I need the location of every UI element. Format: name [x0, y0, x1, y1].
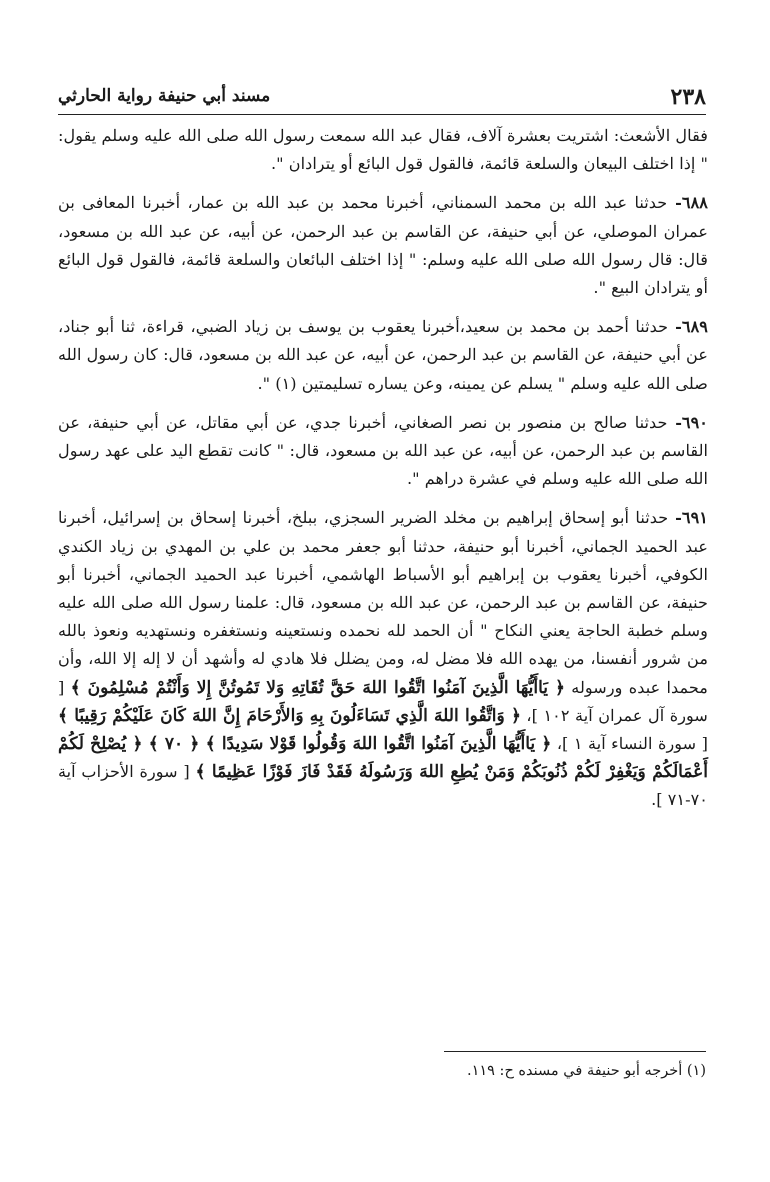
paragraph-text: حدثنا صالح بن منصور بن نصر الصغاني، أخبرنا جدي، عن أبي مقاتل، عن أبي حنيفة، عن القاسم بن عبد الرحمن، عن أبيه، عن عبد الله بن مسعود، قال: " كانت تقطع اليد على عهد رسول الله صلى الله عليه وسلم في عشرة دراهم ".	[58, 412, 708, 489]
quran-verse-2: ﴿ وَاتَّقُوا اللهَ الَّذِي تَسَاءَلُونَ بِهِ وَالأَرْحَامَ إِنَّ اللهَ كَانَ عَلَيْكُمْ رَقِيبًا ﴾	[58, 705, 521, 726]
paragraph-text: حدثنا أبو إسحاق إبراهيم بن مخلد الضرير السجزي، ببلخ، أخبرنا إسحاق بن إسرائيل، أخبرنا عبد الحميد الجماني، أخبرنا أبو حنيفة، حدثنا أبو جعفر محمد بن علي بن المهدي بن زياد الكندي الكوفي، أخبرنا يعقوب بن إبراهيم أبو الأسباط الهاشمي، أخبرنا عبد الحميد الجماني، أخبرنا أبو حنيفة، عن القاسم بن عبد الرحمن، عن عبد الله بن مسعود، قال: علمنا رسول الله صلى الله عليه وسلم خطبة الحاجة يعني النكاح " أن الحمد لله نحمده ونستعينه ونستغفره ونستهديه ونعوذ بالله من شرور أنفسنا، من يهده الله فلا مضل له، ومن يضلل فلا هادي له وأشهد أن لا إله إلا الله، وأن محمدا عبده ورسوله	[58, 508, 708, 697]
hadith-690: ٦٩٠- حدثنا صالح بن منصور بن نصر الصغاني، أخبرنا جدي، عن أبي مقاتل، عن أبي حنيفة، عن القاسم بن عبد الرحمن، عن أبيه، عن عبد الله بن مسعود، قال: " كانت تقطع اليد على عهد رسول الله صلى الله عليه وسلم في عشرة دراهم ".	[58, 412, 709, 489]
verse-reference-2: [ سورة النساء آية ١ ]،	[556, 734, 708, 754]
quran-verse-1: ﴿ يَاأَيُّهَا الَّذِينَ آمَنُوا اتَّقُوا اللهَ حَقَّ تُقَاتِهِ وَلا تَمُوتُنَّ إِلا وَأَنْتُمْ مُسْلِمُونَ ﴾	[70, 677, 566, 698]
paragraph-text: حدثنا أحمد بن محمد بن سعيد،أخبرنا يعقوب بن يوسف بن زياد الضبي، قراءة، ثنا أبو جناد، عن أبي حنيفة، عن القاسم بن عبد الرحمن، عن أبيه، عن عبد الله بن مسعود، قال: كان رسول الله صلى الله عليه وسلم " يسلم عن يمينه، وعن يساره تسليمتين (١) ".	[58, 317, 708, 393]
main-text	[58, 122, 708, 826]
footnote-divider	[444, 1051, 706, 1052]
paragraph-text: حدثنا عبد الله بن محمد السمناني، أخبرنا محمد بن عبد الله بن عمار، أخبرنا المعافى بن عمران الموصلي، عن أبي حنيفة، عن القاسم بن عبد الرحمن، عن أبيه، عن عبد الله بن مسعود، قال: قال رسول الله صلى الله عليه وسلم: " إذا اختلف البائعان والسلعة قائمة، فالقول قول البائع أو يترادان البيع ".	[58, 193, 708, 298]
hadith-688: ٦٨٨- حدثنا عبد الله بن محمد السمناني، أخبرنا محمد بن عبد الله بن عمار، أخبرنا المعافى بن عمران الموصلي، عن أبي حنيفة، عن القاسم بن عبد الرحمن، عن أبيه، عن عبد الله بن مسعود، قال: قال رسول الله صلى الله عليه وسلم: " إذا اختلف البائعان والسلعة قائمة، فالقول قول البائع أو يترادان البيع ".	[58, 193, 708, 298]
hadith-number: ٦٨٩	[681, 317, 708, 337]
hadith-689: ٦٨٩- حدثنا أحمد بن محمد بن سعيد،أخبرنا يعقوب بن يوسف بن زياد الضبي، قراءة، ثنا أبو جناد، عن أبي حنيفة، عن القاسم بن عبد الرحمن، عن أبيه، عن عبد الله بن مسعود، قال: كان رسول الله صلى الله عليه وسلم " يسلم عن يمينه، وعن يساره تسليمتين (١) ".	[58, 317, 708, 393]
hadith-number: ٦٩٠	[681, 412, 709, 432]
running-title: مسند أبي حنيفة رواية الحارثي	[58, 86, 271, 106]
quran-verse-3: ﴿ يَاأَيُّهَا الَّذِينَ آمَنُوا اتَّقُوا اللهَ وَقُولُوا قَوْلا سَدِيدًا ﴾ ﴿ ٧٠ ﴾ ﴿ يُصْلِحْ لَكُمْ أَعْمَالَكُمْ وَيَغْفِرْ لَكُمْ ذُنُوبَكُمْ وَمَنْ يُطِعِ اللهَ وَرَسُولَهُ فَقَدْ فَازَ فَوْزًا عَظِيمًا ﴾	[58, 734, 709, 783]
page-header	[58, 80, 706, 115]
footnote: (١) أخرجه أبو حنيفة في مسنده ح: ١١٩.	[466, 1063, 706, 1079]
page-number: ٢٣٨	[670, 84, 706, 110]
verse-reference-1: [ سورة آل عمران آية ١٠٢ ]،	[58, 677, 708, 725]
hadith-number: ٦٩١	[681, 508, 708, 528]
paragraph-continuation	[58, 122, 708, 178]
verse-reference-3: [ سورة الأحزاب آية ٧٠-٧١ ].	[58, 762, 708, 810]
hadith-number: ٦٨٨	[681, 193, 708, 213]
hadith-691: ٦٩١- حدثنا أبو إسحاق إبراهيم بن مخلد الضرير السجزي، ببلخ، أخبرنا إسحاق بن إسرائيل، أخبرنا عبد الحميد الجماني، أخبرنا أبو حنيفة، حدثنا أبو جعفر محمد بن علي بن المهدي بن زياد الكندي الكوفي، أخبرنا يعقوب بن إبراهيم أبو الأسباط الهاشمي، أخبرنا عبد الحميد الجماني، أخبرنا أبو حنيفة، عن القاسم بن عبد الرحمن، عن عبد الله بن مسعود، قال: علمنا رسول الله صلى الله عليه وسلم خطبة الحاجة يعني النكاح " أن الحمد لله نحمده ونستعينه ونستغفره ونستهديه ونعوذ بالله من شرور أنفسنا، من يهده الله فلا مضل له، ومن يضلل فلا هادي له وأشهد أن لا إله إلا الله، وأن محمدا عبده ورسوله ﴿ يَاأَيُّهَا الَّذِينَ آمَنُوا اتَّقُوا اللهَ حَقَّ تُقَاتِهِ وَلا تَمُوتُنَّ إِلا وَأَنْتُمْ مُسْلِمُونَ ﴾ [ سورة آل عمران آية ١٠٢ ]، ﴿ وَاتَّقُوا اللهَ الَّذِي تَسَاءَلُونَ بِهِ وَالأَرْحَامَ إِنَّ اللهَ كَانَ عَلَيْكُمْ رَقِيبًا ﴾ [ سورة النساء آية ١ ]، ﴿ يَاأَيُّهَا الَّذِينَ آمَنُوا اتَّقُوا اللهَ وَقُولُوا قَوْلا سَدِيدًا ﴾ ﴿ ٧٠ ﴾ ﴿ يُصْلِحْ لَكُمْ أَعْمَالَكُمْ وَيَغْفِرْ لَكُمْ ذُنُوبَكُمْ وَمَنْ يُطِعِ اللهَ وَرَسُولَهُ فَقَدْ فَازَ فَوْزًا عَظِيمًا ﴾ [ سورة الأحزاب آية ٧٠-٧١ ].	[58, 508, 709, 810]
paragraph-text: فقال الأشعث: اشتريت بعشرة آلاف، فقال عبد الله سمعت رسول الله صلى الله عليه وسلم يقول: " إذا اختلف البيعان والسلعة قائمة، فالقول قول البائع أو يترادان ".	[58, 126, 708, 174]
